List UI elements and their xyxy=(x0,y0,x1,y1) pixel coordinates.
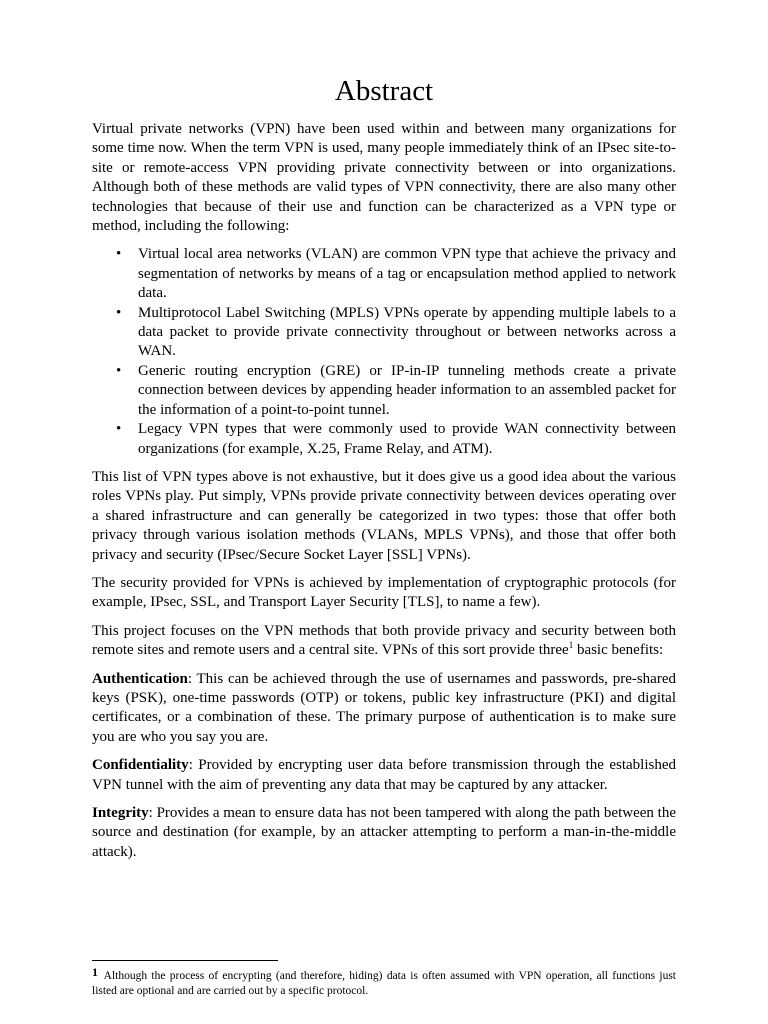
list-item xyxy=(116,304,676,362)
footnote-mark: 1 xyxy=(92,965,98,979)
list-item-text: Virtual local area networks (VLAN) are common VPN type that achieve the privacy and segmentation of networks by means of a tag or encapsulation method applied to network data. xyxy=(138,246,676,302)
footnote-text: Although the process of encrypting (and therefore, hiding) data is often assumed with VPN operation, all functions just listed are optional and are carried out by a specific protocol. xyxy=(92,970,676,997)
integrity-paragraph xyxy=(92,804,676,862)
list-item xyxy=(116,420,676,459)
bullet-icon: • xyxy=(116,362,122,379)
intro-paragraph: Virtual private networks (VPN) have been used within and between many organizations for some time now. When the term VPN is used, many people immediately think of an IPsec site-to-site or remote-access VPN providing private connectivity between or into organizations. Although both of these methods are valid types of VPN connectivity, there are also many other technologies that because of their use and function can be characterized as a VPN type or method, including the following: xyxy=(92,121,676,235)
integrity-text: : Provides a mean to ensure data has not been tampered with along the path between the source and destination (for example, by an attacker attempting to perform a man-in-the-middle attack). xyxy=(92,805,676,860)
integrity-term: Integrity xyxy=(92,805,149,821)
bullet-icon: • xyxy=(116,304,122,321)
project-text: This project focuses on the VPN methods that both provide privacy and security between both remote sites and remote users and a central site. VPNs of this sort provide three xyxy=(92,622,676,659)
list-summary-paragraph: This list of VPN types above is not exhaustive, but it does give us a good idea about the various roles VPNs play. Put simply, VPNs provide private connectivity between devices operating over a shared infrastructure and can generally be categorized in two types: those that offer both privacy through various isolation methods (VLANs, MPLS VPNs), and those that offer both privacy and security (IPsec/Secure Socket Layer [SSL] VPNs). xyxy=(92,468,676,563)
bullet-icon: • xyxy=(116,421,122,438)
footnote-reference[interactable]: 1 xyxy=(568,640,574,651)
project-text-end: basic benefits: xyxy=(573,642,664,659)
page-title: Abstract xyxy=(334,75,434,107)
project-paragraph xyxy=(92,622,676,661)
list-item-text: Generic routing encryption (GRE) or IP-in-IP tunneling methods create a private connection between devices by appending header information to an assembled packet for the information of a point-to-point tunnel. xyxy=(138,362,676,418)
authentication-text: : This can be achieved through the use of usernames and passwords, pre-shared keys (PSK), one-time passwords (OTP) or tokens, public key infrastructure (PKI) and digital certificates, or a combination of these. The primary purpose of authentication is to make sure you are who you say you are. xyxy=(92,670,676,745)
list-item xyxy=(116,245,676,303)
list-item xyxy=(116,362,676,420)
list-item-text: Legacy VPN types that were commonly used to provide WAN connectivity between organizations (for example, X.25, Frame Relay, and ATM). xyxy=(138,421,676,457)
footnote-divider xyxy=(92,960,278,961)
authentication-term: Authentication xyxy=(92,670,188,687)
bullet-icon: • xyxy=(116,246,122,263)
confidentiality-paragraph xyxy=(92,756,676,795)
authentication-paragraph xyxy=(92,670,676,748)
document-page xyxy=(92,74,676,871)
confidentiality-text: : Provided by encrypting user data before transmission through the established VPN tunnel with the aim of preventing any data that may be captured by any attacker. xyxy=(92,757,676,793)
footnote xyxy=(92,965,676,999)
security-paragraph: The security provided for VPNs is achieved by implementation of cryptographic protocols (for example, IPsec, SSL, and Transport Layer Security [TLS], to name a few). xyxy=(92,574,676,611)
vpn-types-list xyxy=(92,245,676,458)
confidentiality-term: Confidentiality xyxy=(92,757,189,774)
list-item-text: Multiprotocol Label Switching (MPLS) VPNs operate by appending multiple labels to a data packet to provide private connectivity throughout or between networks across a WAN. xyxy=(138,304,676,360)
